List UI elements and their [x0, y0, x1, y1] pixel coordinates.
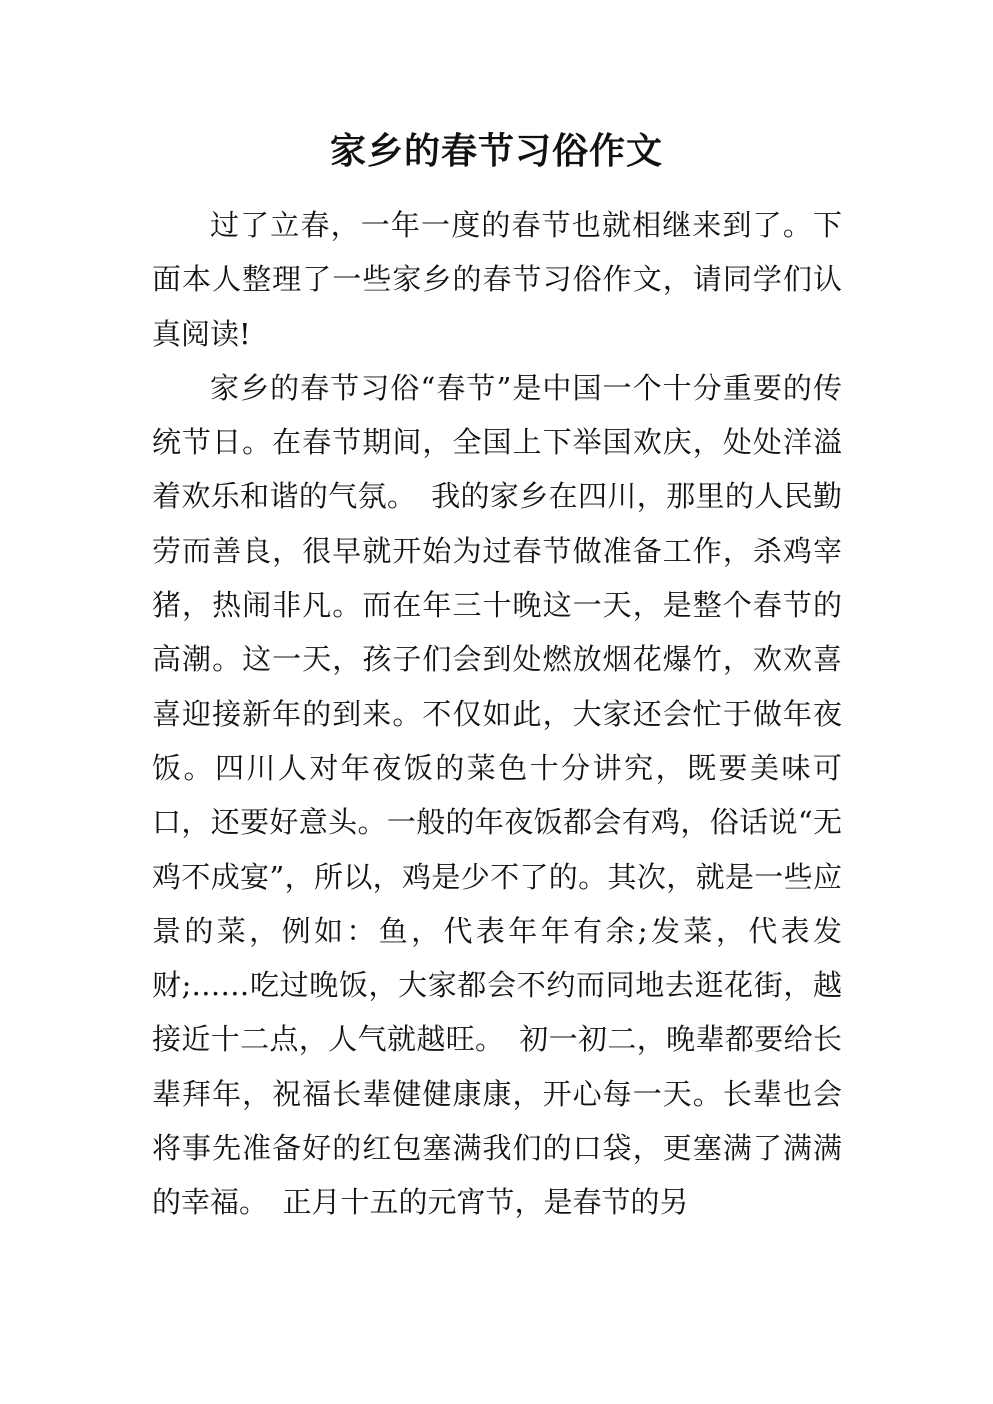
document-body — [152, 198, 842, 1230]
intro-paragraph: 过了立春，一年一度的春节也就相继来到了。下面本人整理了一些家乡的春节习俗作文，请同学们认真阅读! — [152, 208, 842, 351]
essay-paragraph: 家乡的春节习俗“春节”是中国一个十分重要的传统节日。在春节期间，全国上下举国欢庆，处处洋溢着欢乐和谐的气氛。 我的家乡在四川，那里的人民勤劳而善良，很早就开始为过春节做准备工作，杀鸡宰猪，热闹非凡。而在年三十晚这一天，是整个春节的高潮。这一天，孩子们会到处燃放烟花爆竹，欢欢喜喜迎接新年的到来。不仅如此，大家还会忙于做年夜饭。四川人对年夜饭的菜色十分讲究，既要美味可口，还要好意头。一般的年夜饭都会有鸡，俗话说“无鸡不成宴”，所以，鸡是少不了的。其次，就是一些应景的菜，例如：鱼，代表年年有余;发菜，代表发财;……吃过晚饭，大家都会不约而同地去逛花街，越接近十二点，人气就越旺。 初一初二，晚辈都要给长辈拜年，祝福长辈健健康康，开心每一天。长辈也会将事先准备好的红包塞满我们的口袋，更塞满了满满的幸福。 正月十五的元宵节，是春节的另 — [152, 370, 842, 1220]
document-title: 家乡的春节习俗作文 — [329, 131, 663, 172]
